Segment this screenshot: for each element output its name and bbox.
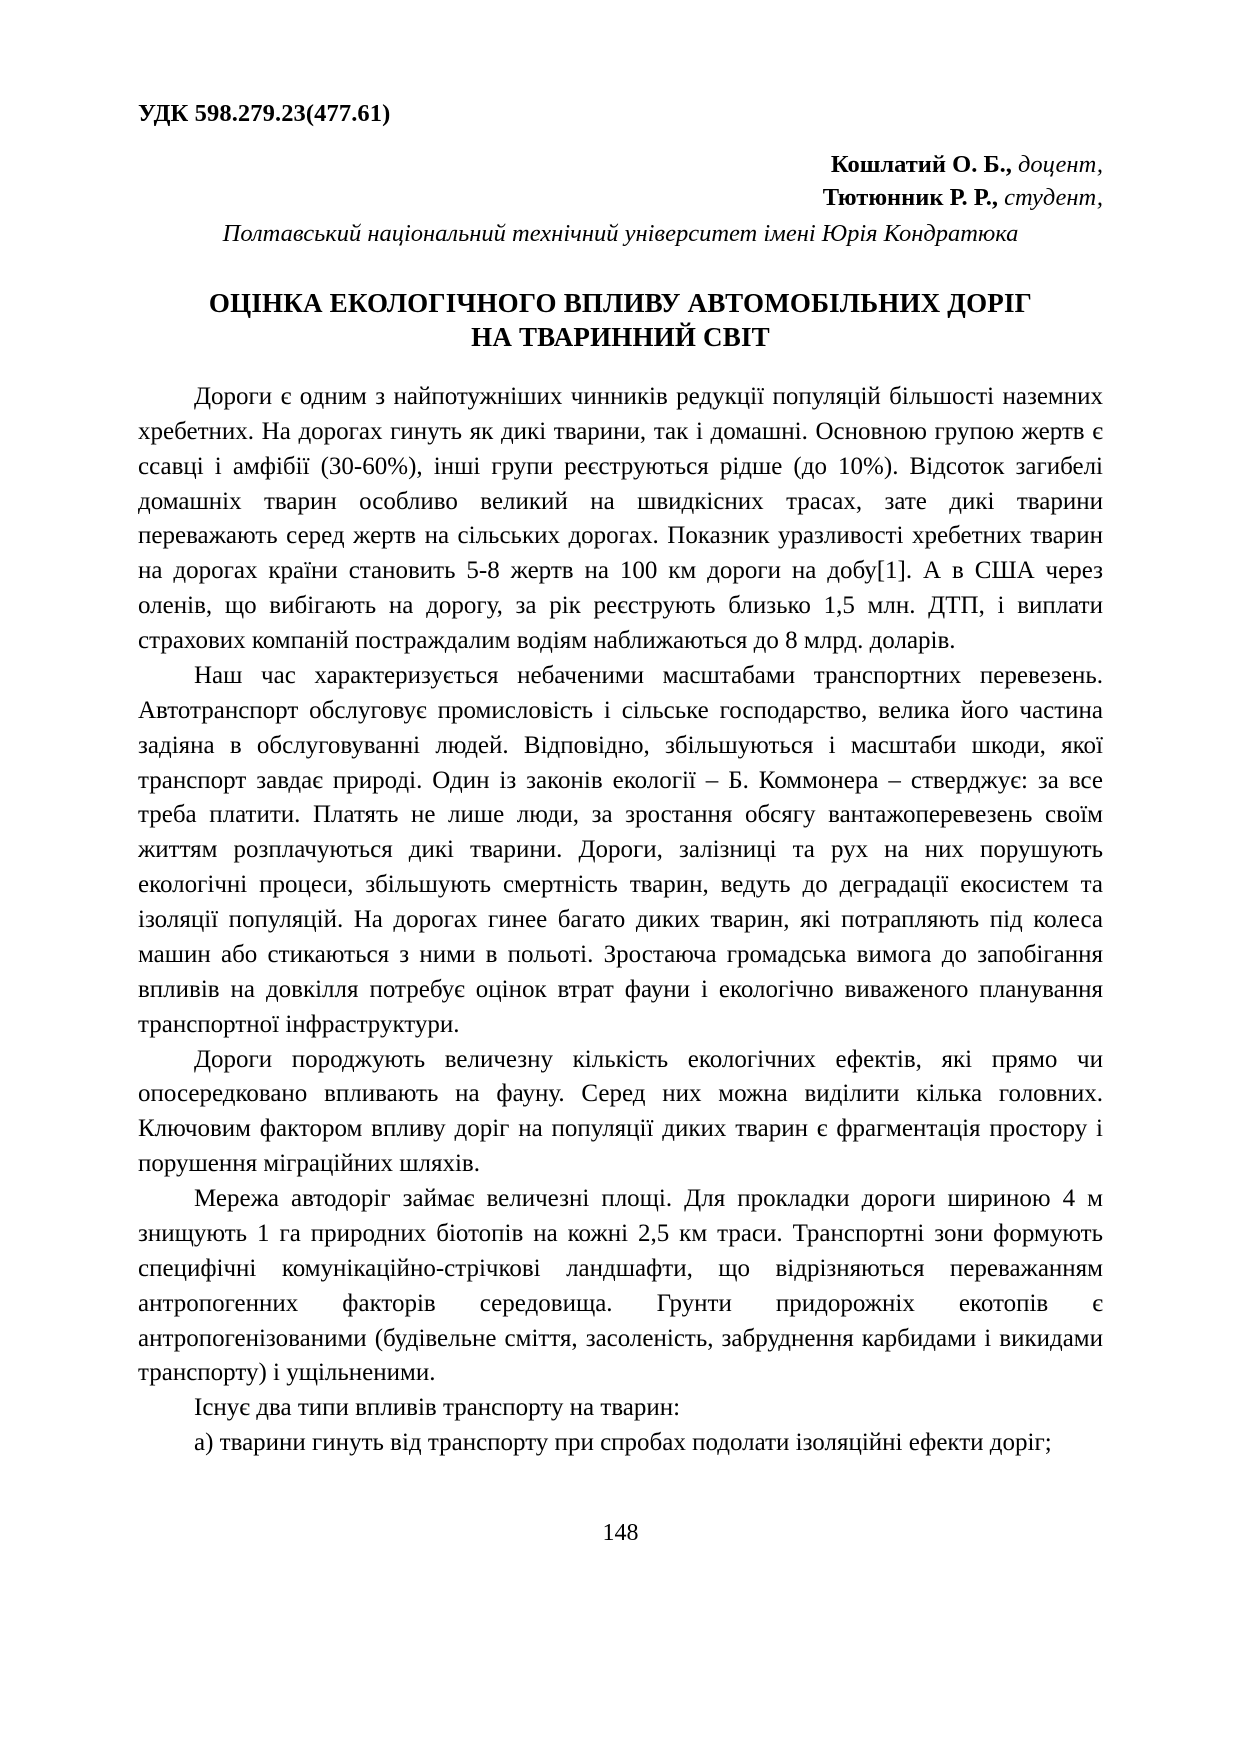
title-line-2: НА ТВАРИННИЙ СВІТ: [471, 321, 770, 352]
page-content: [138, 100, 1103, 1461]
body-paragraph: Мережа автодоріг займає величезні площі. Для прокладки дороги шириною 4 м знищують 1 га природних біотопів на кожні 2,5 км траси. Транспортні зони формують специфічні комунікаційно-стрічкові ландшафти, що відрізняються переважанням антропогенних факторів середовища. Грунти придорожніх екотопів є антропогенізованими (будівельне сміття, засоленість, забруднення карбидами і викидами транспорту) і ущільненими.: [138, 1185, 1103, 1387]
affiliation: Полтавський національний технічний університет імені Юрія Кондратюка: [222, 219, 1019, 247]
author-name: Кошлатий О. Б.,: [830, 151, 1012, 178]
page-number: 148: [602, 1520, 639, 1546]
author-list: [138, 148, 1103, 215]
author-role: доцент,: [1018, 151, 1103, 178]
body-paragraph: Наш час характеризується небаченими масштабами транспортних перевезень. Автотранспорт обслуговує промисловість і сільське господарство, велика його частина задіяна в обслуговуванні людей. Відповідно, збільшуються і масштаби шкоди, якої транспорт завдає природі. Один із законів екології – Б. Коммонера – стверджує: за все треба платити. Платять не лише люди, за зростання обсягу вантажоперевезень своїм життям розплачуються дикі тварини. Дороги, залізниці та рух на них порушують екологічні процеси, збільшують смертність тварин, ведуть до деградації екосистем та ізоляції популяцій. На дорогах гинее багато диких тварин, які потрапляють під колеса машин або стикаються з ними в польоті. Зростаюча громадська вимога до запобігання впливів на довкілля потребує оцінок втрат фауни і екологічно виваженого планування транспортної інфраструктури.: [138, 661, 1103, 1038]
title-line-1: ОЦІНКА ЕКОЛОГІЧНОГО ВПЛИВУ АВТОМОБІЛЬНИХ ДОРІГ: [208, 287, 1033, 318]
body-paragraph: Дороги породжують величезну кількість екологічних ефектів, які прямо чи опосередковано впливають на фауну. Серед них можна виділити кілька головних. Ключовим фактором впливу доріг на популяції диких тварин є фрагментація простору і порушення міграційних шляхів.: [138, 1045, 1103, 1178]
udk-code: УДК 598.279.23(477.61): [138, 100, 391, 127]
body-paragraph: а) тварини гинуть від транспорту при спробах подолати ізоляційні ефекти доріг;: [194, 1429, 1052, 1457]
author-role: студент,: [1004, 184, 1103, 212]
page-title: [138, 286, 1103, 354]
author-name: Тютюнник Р. Р.,: [822, 184, 998, 212]
body-paragraph: Існує два типи впливів транспорту на тварин:: [194, 1394, 681, 1422]
body-paragraph: Дороги є одним з найпотужніших чинників редукції популяцій більшості наземних хребетних. На дорогах гинуть як дикі тварини, так і домашні. Основною групою жертв є ссавці і амфібії (30-60%), інші групи реєструються рідше (до 10%). Відсоток загибелі домашніх тварин особливо великий на швидкісних трасах, зате дикі тварини переважають серед жертв на сільських дорогах. Показник уразливості хребетних тварин на дорогах країни становить 5-8 жертв на 100 км дороги на добу[1]. А в США через оленів, що вибігають на дорогу, за рік реєструють близько 1,5 млн. ДТП, і виплати страхових компаній постраждалим водіям наближаються до 8 млрд. доларів.: [138, 382, 1103, 655]
author-entry: [138, 148, 1103, 181]
author-entry: [138, 181, 1103, 214]
